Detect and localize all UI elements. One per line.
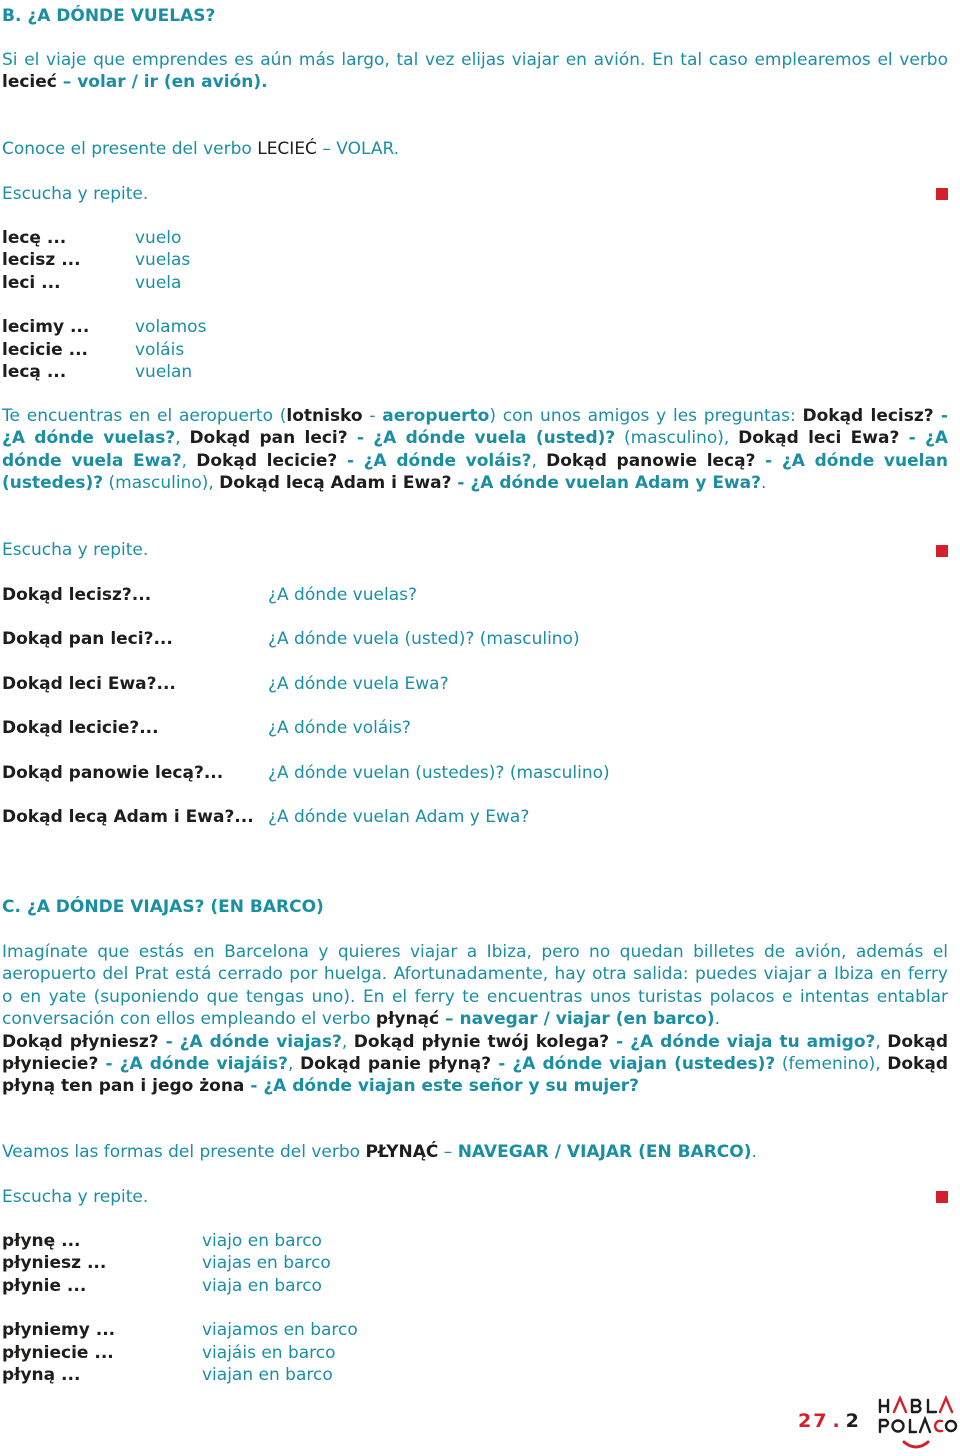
intro-meaning: volar / ir (en avión). [77, 72, 268, 93]
audio-marker-icon[interactable] [936, 188, 948, 200]
conoce-dash: – [316, 139, 337, 159]
verb-form: leci ... [2, 272, 61, 293]
lecieć-forms-pl [2, 227, 89, 384]
para-es: - ¿A dónde viajáis? [98, 1054, 288, 1075]
intro-text: Si el viaje que emprendes es aún más largo, tal vez elijas viajar en avión. En tal caso emplearemos el verbo [2, 50, 948, 70]
para-pl: Dokąd panowie lecą? [546, 450, 756, 471]
para-text: . [714, 1009, 720, 1030]
page-number-major: 27 [798, 1410, 829, 1432]
verb-translation: viajas en barco [202, 1253, 331, 1274]
question-pl: Dokąd lecisz?... [2, 585, 152, 605]
para-es: - ¿A dónde vuelas? [2, 406, 948, 449]
para-es: - ¿A dónde viaja tu amigo? [609, 1031, 876, 1052]
verb-form: lecimy ... [2, 317, 90, 338]
intro-dash: – [56, 72, 78, 93]
question-es: ¿A dónde vuelas? [268, 585, 417, 605]
płynąć-forms-es [202, 1230, 358, 1387]
veamos-verb: PŁYNĄĆ [365, 1142, 439, 1162]
verb-form: lecą ... [2, 362, 67, 383]
para-es: – navegar / viajar (en barco) [439, 1009, 715, 1030]
verb-translation: vuela [135, 272, 182, 293]
lecieć-forms-es [135, 227, 206, 384]
veamos-text: Veamos las formas del presente del verbo [2, 1142, 366, 1162]
audio-marker-icon[interactable] [936, 545, 948, 557]
para-es: aeropuerto [382, 406, 490, 426]
verb-translation: viajamos en barco [202, 1320, 358, 1341]
verb-translation: viajan en barco [202, 1365, 333, 1386]
para-text: (masculino), [615, 428, 739, 449]
verb-translation: viajáis en barco [202, 1342, 336, 1363]
para-pl: Dokąd leci Ewa? [738, 428, 900, 449]
page-number-minor: 2 [845, 1410, 861, 1432]
question-pl: Dokąd leci Ewa?... [2, 674, 176, 694]
ferry-paragraph [2, 941, 948, 1098]
płynąć-forms-pl [2, 1230, 115, 1387]
para-pl: Dokąd płynie twój kolega? [353, 1031, 610, 1052]
section-b-title: B. ¿A DÓNDE VUELAS? [2, 6, 216, 26]
para-text: , [531, 450, 547, 471]
veamos-meaning: NAVEGAR / VIAJAR (EN BARCO) [457, 1142, 752, 1162]
verb-translation: viajo en barco [202, 1231, 322, 1251]
veamos-dash: – [438, 1142, 458, 1162]
para-pl: Dokąd płyniecie? [2, 1031, 948, 1075]
para-text: ) con unos amigos y les preguntas: [489, 406, 803, 426]
question-es: ¿A dónde vuelan Adam y Ewa? [268, 807, 530, 827]
verb-form: płyniemy ... [2, 1320, 116, 1341]
para-pl: Dokąd pan leci? [189, 428, 348, 449]
verb-form: lecisz ... [2, 250, 81, 271]
conoce-line [2, 138, 399, 160]
para-text: , [175, 428, 190, 449]
question-es: ¿A dónde vuela Ewa? [268, 674, 449, 694]
para-text: Imagínate que estás en Barcelona y quieres viajar a Ibiza, pero no quedan billetes de avión, además el aeropuerto del Prat está cerrado por huelga. Afortunadamente, hay otra salida: puedes viajar a Ibiza en ferry o en yate (suponiendo que tengas uno). En el ferry te encuentras unos turistas polacos e intentas entablar conversación con ellos empleando el verbo [2, 942, 948, 1030]
para-pl: Dokąd panie płyną? [300, 1054, 492, 1075]
verb-translation: voláis [135, 339, 185, 360]
logo-text: HABLA POLACO [874, 1394, 882, 1395]
para-pl: lotnisko [286, 406, 363, 426]
para-es: - ¿A dónde viajan (ustedes)? [491, 1054, 776, 1075]
section-c-title: C. ¿A DÓNDE VIAJAS? (EN BARCO) [2, 897, 324, 917]
veamos-end: . [751, 1142, 757, 1162]
verb-form: lecicie ... [2, 339, 88, 360]
para-pl: Dokąd płyną ten pan i jego żona [2, 1054, 949, 1097]
conoce-meaning: VOLAR [336, 139, 394, 159]
question-es: ¿A dónde voláis? [268, 718, 411, 738]
para-es: - ¿A dónde voláis? [337, 450, 532, 471]
para-text: , [875, 1031, 888, 1052]
para-text: Te encuentras en el aeropuerto ( [2, 406, 287, 426]
para-text: , [288, 1054, 301, 1075]
para-text: (masculino), [103, 473, 220, 494]
para-es: - ¿A dónde vuelan (ustedes)? [2, 450, 949, 494]
para-text: , [181, 450, 197, 471]
verb-form: płynę ... [2, 1231, 81, 1251]
para-pl: Dokąd lecicie? [196, 450, 338, 471]
question-pl: Dokąd lecicie?... [2, 718, 159, 738]
question-pl: Dokąd pan leci?... [2, 629, 173, 649]
para-text: , [341, 1031, 354, 1052]
para-es: - ¿A dónde vuela (usted)? [347, 428, 616, 449]
audio-marker-icon[interactable] [936, 1191, 948, 1203]
verb-form: płyniecie ... [2, 1342, 114, 1363]
question-pl: Dokąd panowie lecą?... [2, 763, 224, 783]
verb-form: płyną ... [2, 1365, 81, 1386]
para-es: - ¿A dónde vuelan Adam y Ewa? [451, 473, 761, 494]
verb-translation: vuelas [135, 250, 191, 271]
verb-translation: viaja en barco [202, 1275, 322, 1296]
para-pl: Dokąd lecisz? [802, 406, 934, 426]
veamos-line [2, 1141, 757, 1163]
question-es: ¿A dónde vuelan (ustedes)? (masculino) [268, 763, 610, 783]
verb-translation: vuelan [135, 362, 193, 383]
para-pl: Dokąd lecą Adam i Ewa? [219, 473, 452, 494]
conoce-text: Conoce el presente del verbo [2, 139, 258, 159]
page-number [798, 1410, 861, 1432]
para-pl: płynąć [375, 1009, 440, 1030]
verb-form: lecę ... [2, 228, 67, 248]
conoce-end: . [393, 139, 400, 159]
section-b-intro [2, 49, 948, 94]
verb-translation: vuelo [135, 228, 182, 248]
escucha-label: Escucha y repite. [2, 1187, 149, 1207]
escucha-label: Escucha y repite. [2, 184, 149, 204]
para-es: - ¿A dónde viajan este señor y su mujer? [244, 1076, 640, 1097]
para-pl: Dokąd płyniesz? [2, 1031, 159, 1052]
verb-form: płyniesz ... [2, 1253, 107, 1274]
verb-translation: volamos [135, 317, 207, 338]
para-es: - ¿A dónde viajas? [158, 1031, 342, 1052]
para-text: . [761, 473, 767, 494]
para-es: - ¿A dónde vuela Ewa? [2, 428, 948, 471]
verb-form: płynie ... [2, 1275, 87, 1296]
para-text: - [362, 406, 383, 426]
conoce-verb: LECIEĆ [257, 139, 317, 159]
intro-verb: lecieć [2, 72, 57, 93]
habla-polaco-logo [874, 1394, 958, 1454]
question-es: ¿A dónde vuela (usted)? (masculino) [268, 629, 580, 649]
question-pl: Dokąd lecą Adam i Ewa?... [2, 807, 254, 827]
para-text: (femenino), [775, 1054, 888, 1075]
page-number-dot: . [832, 1410, 842, 1432]
escucha-label: Escucha y repite. [2, 540, 149, 560]
airport-paragraph [2, 405, 948, 495]
